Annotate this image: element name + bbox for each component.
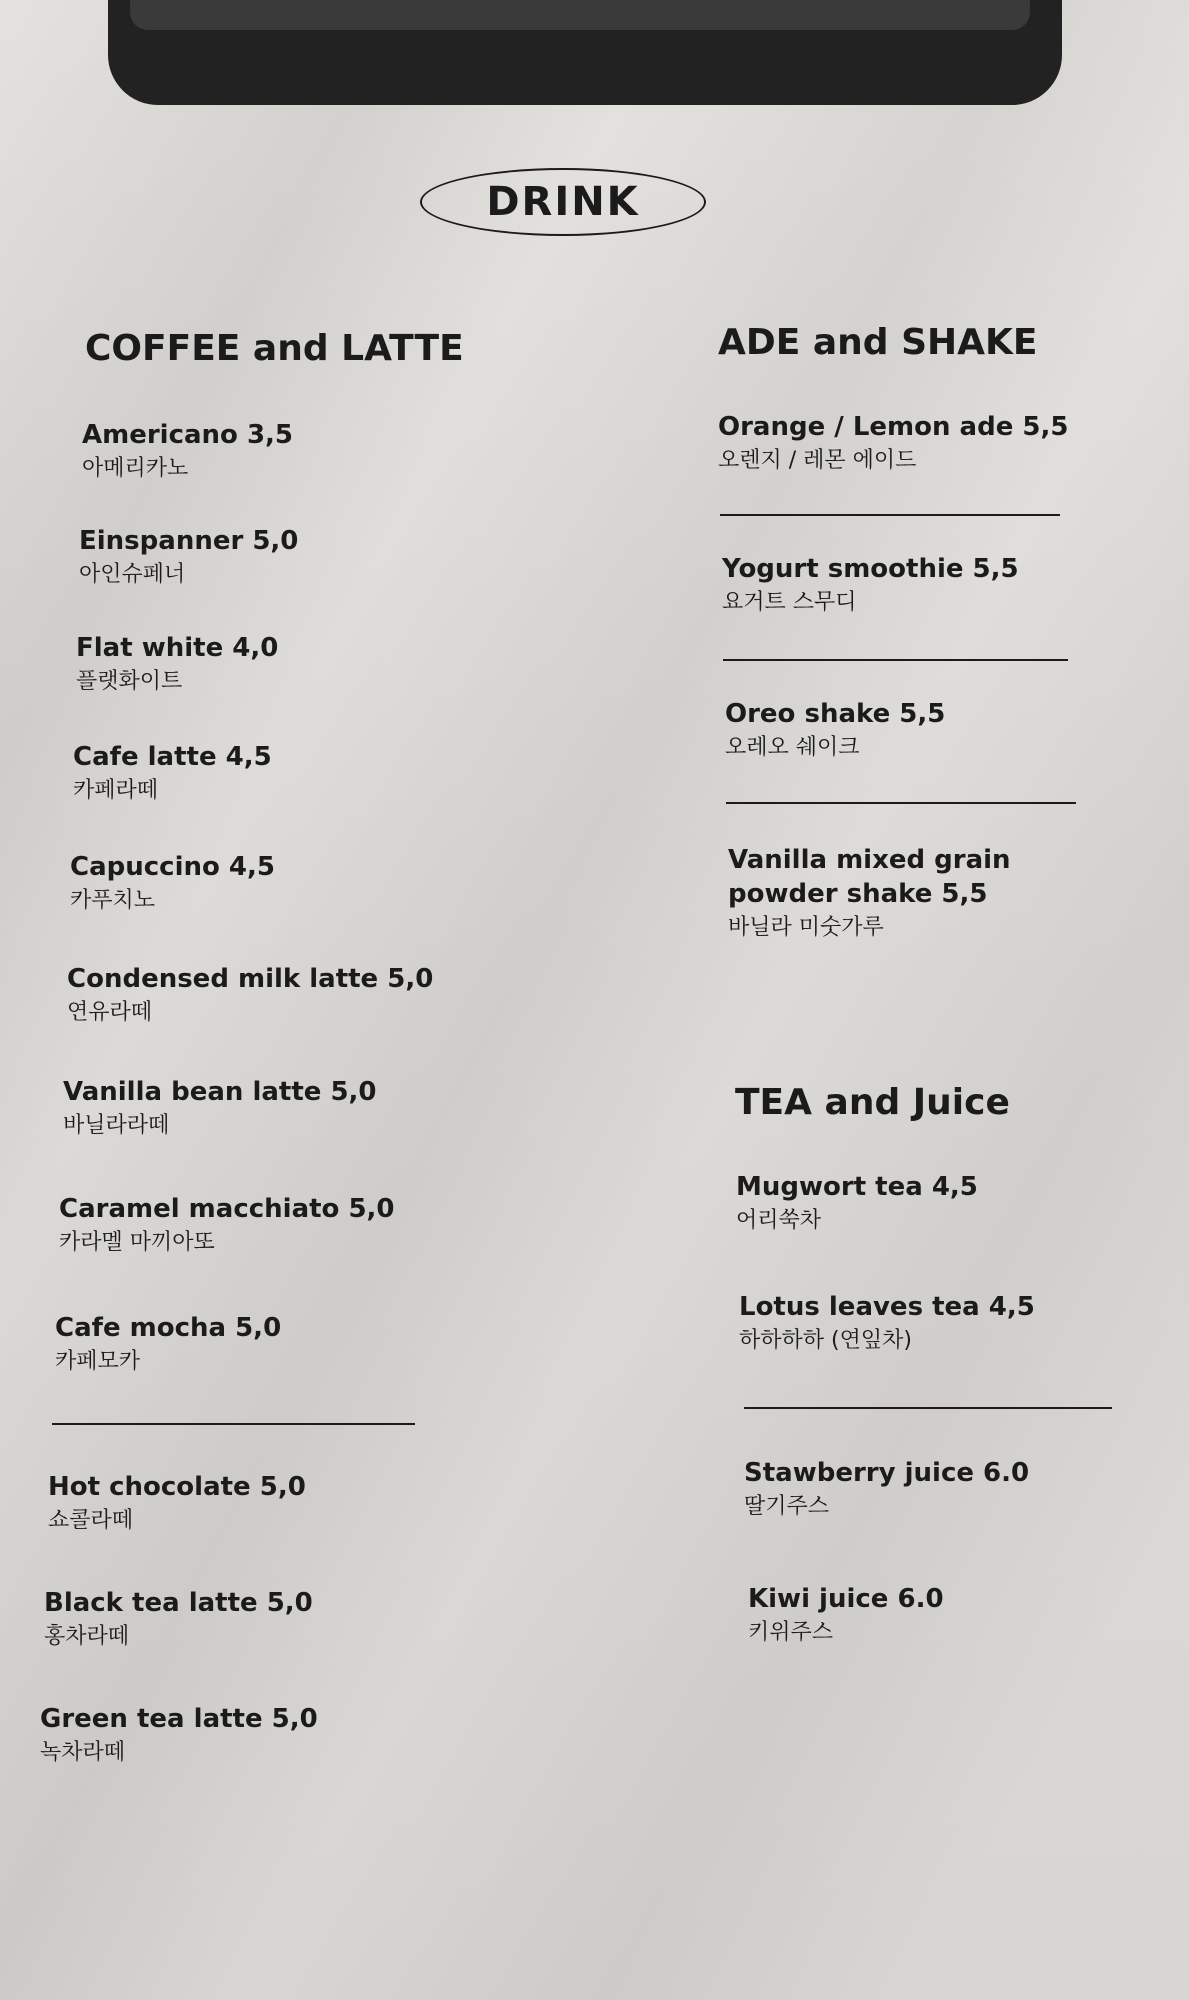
menu-item-black-tea-latte <box>44 1586 313 1652</box>
menu-item-orange-lemon-ade <box>718 410 1068 476</box>
item-name: Hot chocolate 5,0 <box>48 1472 306 1502</box>
item-korean-name: 쇼콜라떼 <box>48 1508 134 1533</box>
menu-item-caramel-macchiato <box>59 1192 395 1258</box>
item-korean-name: 플랫화이트 <box>76 669 183 694</box>
menu-item-vanilla-bean-latte <box>63 1075 377 1141</box>
menu-item-yogurt-smoothie <box>722 552 1019 618</box>
item-name: Orange / Lemon ade 5,5 <box>718 412 1069 442</box>
section-title-coffee: COFFEE and LATTE <box>85 328 464 369</box>
item-name: Flat white 4,0 <box>76 633 279 663</box>
item-korean-name: 딸기주스 <box>744 1494 830 1519</box>
menu-title: DRINK <box>420 168 706 236</box>
menu-item-cafe-latte <box>73 740 272 806</box>
menu-item-vanilla-grain-shake <box>728 843 1011 943</box>
menu-item-kiwi-juice <box>748 1582 944 1648</box>
divider-line <box>723 659 1068 661</box>
menu-item-americano <box>82 418 293 484</box>
item-korean-name: 바닐라 미숫가루 <box>728 915 884 940</box>
menu-item-strawberry-juice <box>744 1456 1029 1522</box>
item-name: Cafe latte 4,5 <box>73 742 272 772</box>
item-korean-name: 카푸치노 <box>70 888 156 913</box>
menu-item-cafe-mocha <box>55 1311 281 1377</box>
item-name: Mugwort tea 4,5 <box>736 1172 978 1202</box>
item-korean-name: 아인슈페너 <box>79 562 186 587</box>
item-korean-name: 요거트 스무디 <box>722 590 857 615</box>
menu-item-hot-chocolate <box>48 1470 306 1536</box>
item-korean-name: 하하하하 (연잎차) <box>739 1328 912 1353</box>
divider-line <box>726 802 1076 804</box>
clipboard-clip-highlight <box>130 0 1030 30</box>
item-name: Condensed milk latte 5,0 <box>67 964 434 994</box>
item-korean-name: 카라멜 마끼아또 <box>59 1230 215 1255</box>
item-name: Vanilla mixed grain <box>728 845 1011 875</box>
divider-line <box>744 1407 1112 1409</box>
item-korean-name: 바닐라라떼 <box>63 1113 170 1138</box>
item-korean-name: 아메리카노 <box>82 456 189 481</box>
divider-line <box>52 1423 415 1425</box>
menu-item-oreo-shake <box>725 697 945 763</box>
item-name: Stawberry juice 6.0 <box>744 1458 1030 1488</box>
item-korean-name: 카페라떼 <box>73 778 159 803</box>
item-name: Vanilla bean latte 5,0 <box>63 1077 377 1107</box>
item-name: Lotus leaves tea 4,5 <box>739 1292 1035 1322</box>
menu-item-lotus-leaves-tea <box>739 1290 1035 1356</box>
menu-item-flat-white <box>76 631 278 697</box>
item-name: Black tea latte 5,0 <box>44 1588 313 1618</box>
menu-item-mugwort-tea <box>736 1170 978 1236</box>
item-korean-name: 녹차라떼 <box>40 1740 126 1765</box>
menu-item-green-tea-latte <box>40 1702 318 1768</box>
item-korean-name: 연유라떼 <box>67 1000 153 1025</box>
item-korean-name: 홍차라떼 <box>44 1624 130 1649</box>
menu-item-condensed-milk-latte <box>67 962 433 1028</box>
item-name: Kiwi juice 6.0 <box>748 1584 944 1614</box>
item-name: Caramel macchiato 5,0 <box>59 1194 395 1224</box>
item-name: Capuccino 4,5 <box>70 852 275 882</box>
item-korean-name: 오렌지 / 레몬 에이드 <box>718 448 917 473</box>
item-name: Einspanner 5,0 <box>79 526 299 556</box>
item-name-line-2: powder shake 5,5 <box>728 879 988 909</box>
item-korean-name: 오레오 쉐이크 <box>725 735 860 760</box>
item-name: Green tea latte 5,0 <box>40 1704 318 1734</box>
section-title-tea: TEA and Juice <box>735 1082 1010 1123</box>
divider-line <box>720 514 1060 516</box>
item-korean-name: 카페모카 <box>55 1349 141 1374</box>
section-title-ade: ADE and SHAKE <box>718 322 1038 363</box>
item-korean-name: 키위주스 <box>748 1620 834 1645</box>
item-korean-name: 어리쑥차 <box>736 1208 822 1233</box>
item-name: Cafe mocha 5,0 <box>55 1313 282 1343</box>
item-name: Yogurt smoothie 5,5 <box>722 554 1019 584</box>
item-name: Oreo shake 5,5 <box>725 699 946 729</box>
menu-item-einspanner <box>79 524 298 590</box>
menu-item-capuccino <box>70 850 275 916</box>
item-name: Americano 3,5 <box>82 420 294 450</box>
